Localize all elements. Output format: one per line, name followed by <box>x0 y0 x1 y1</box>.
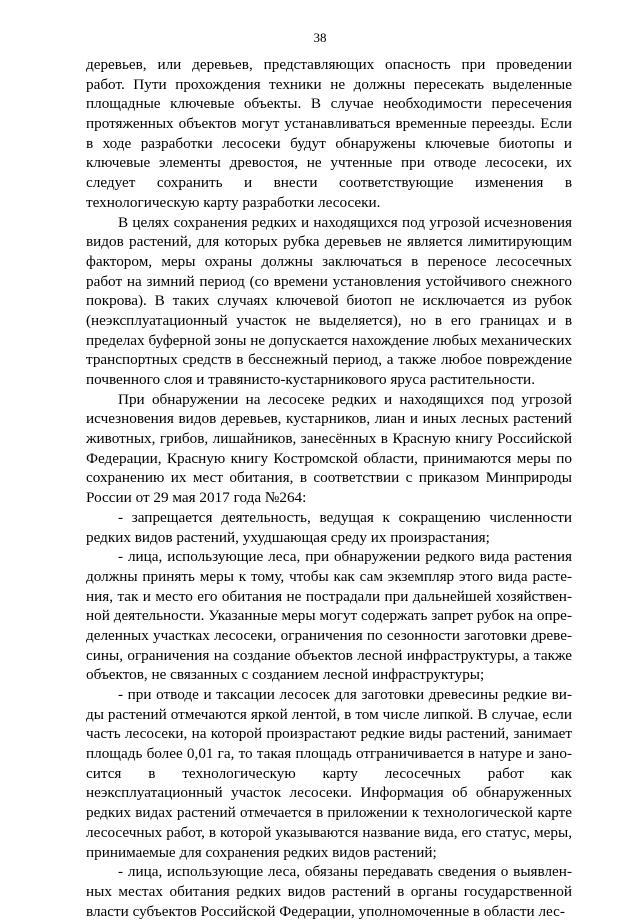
page-number: 38 <box>313 30 327 45</box>
list-item-reporting: - лица, использующие леса, обязаны передавать сведения о выявленных местах обитания редких видов растений в органы государственной власти субъектов Российской Федерации, уполномоченные в области лес- <box>86 863 572 920</box>
paragraph-red-book-measures: При обнаружении на лесосеке редких и находящихся под угрозой исчезновения видов деревьев, кустарников, лиан и иных лесных растений животных, грибов, лишайников, занесённых в Красную книгу Российской Федерации, Красную книгу Костромской области, принимаются меры по сохранению их мест обитания, в соответствии с приказом Минприроды России от 29 мая 2017 года №264: <box>86 390 572 507</box>
list-item-allotment-marking: - при отводе и таксации лесосек для заготовки древесины редкие виды растений отмечаются яркой лентой, в том числе липкой. В случае, если часть лесосеки, на которой произрастают редкие виды растений, занимает площадь более 0,01 га, то такая площадь отграничивается в натуре и заносится в технологическую карту лесосечных работ как неэксплуатационный участок лесосеки. Информация об обнаруженных редких видах растений отмечается в приложении к технологической карте лесосечных работ, в которой указываются название вида, его статус, меры, принимаемые для сохранения редких видов растений; <box>86 686 572 861</box>
list-item-prohibition: - запрещается деятельность, ведущая к сокращению численности редких видов растений, ухудшающая среду их произрастания; <box>86 508 572 546</box>
list-item-forest-users-measures: - лица, использующие леса, при обнаружении редкого вида растения должны принять меры к тому, чтобы как сам экземпляр этого вида растения, так и место его обитания не пострадали при дальнейшей хозяйственной деятельности. Указанные меры могут содержать запрет рубок на определенных участках лесосеки, ограничения по сезонности заготовки древесины, ограничения на создание объектов лесной инфраструктуры, а также объектов, не связанных с созданием лесной инфраструктуры; <box>86 548 572 684</box>
paragraph-rare-species-protection: В целях сохранения редких и находящихся под угрозой исчезновения видов растений, для которых рубка деревьев не является лимитирующим фактором, меры охраны должны заключаться в переносе лесосечных работ на зимний период (со времени установления устойчивого снежного покрова). В таких случаях ключевой биотоп не исключается из рубок (неэксплуатационный участок не выделяется), но в его границах и в пределах буферной зоны не допускается нахождение любых механических транспортных средств в бесснежный период, а также любое повреждение почвенного слоя и травянисто-кустарникового яруса растительности. <box>86 213 572 388</box>
paragraph-continuation: деревьев, или деревьев, представляющих опасность при проведении работ. Пути прохождения техники не должны пересекать выделенные площадные ключевые объекты. В случае необходимости пересечения протяженных объектов могут устанавливаться временные переезды. Если в ходе разработки лесосеки будут обнаружены ключевые биотопы и ключевые элементы древостоя, не учтенные при отводе лесосеки, их следует сохранить и внести соответствующие изменения в технологическую карту разработки лесосеки. <box>86 56 572 211</box>
body-text <box>86 55 572 921</box>
